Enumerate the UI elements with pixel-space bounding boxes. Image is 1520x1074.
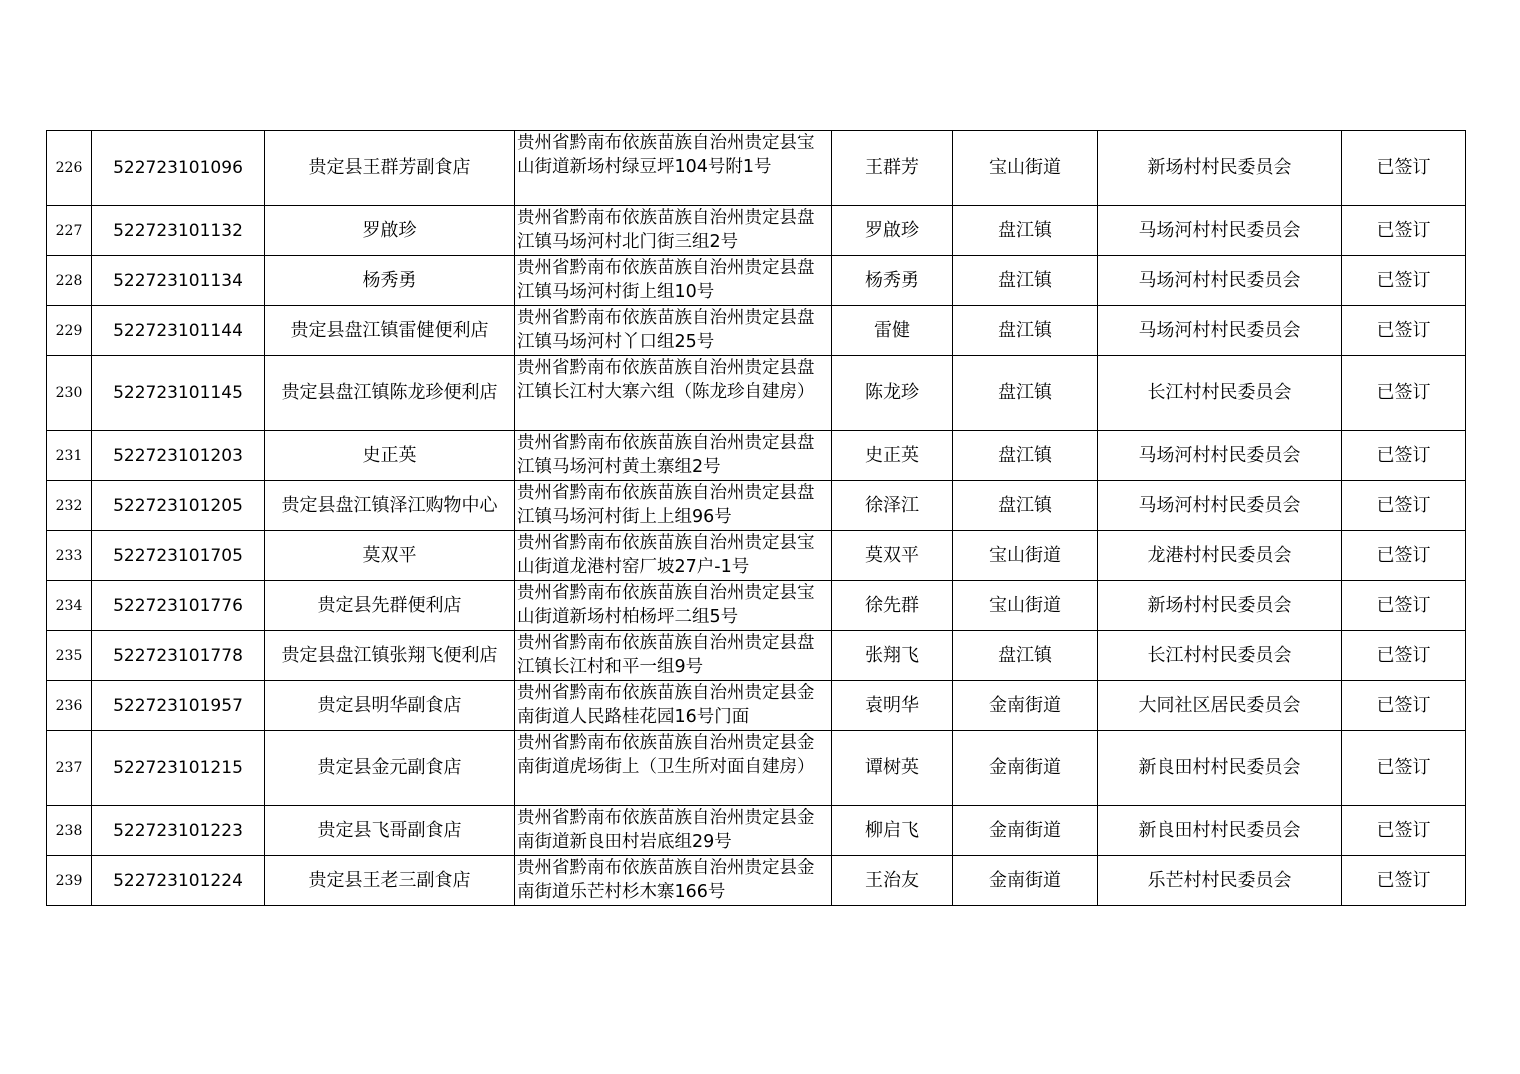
license-code: 522723101957 [92, 681, 265, 731]
table-row [47, 256, 1466, 306]
village-committee: 龙港村村民委员会 [1098, 531, 1342, 581]
row-number: 237 [47, 731, 92, 806]
township: 盘江镇 [953, 206, 1098, 256]
shop-name: 贵定县盘江镇雷健便利店 [265, 306, 515, 356]
township: 盘江镇 [953, 431, 1098, 481]
license-code: 522723101132 [92, 206, 265, 256]
owner-name: 柳启飞 [832, 806, 953, 856]
shop-name: 贵定县明华副食店 [265, 681, 515, 731]
shop-address: 贵州省黔南布依族苗族自治州贵定县金南街道虎场街上（卫生所对面自建房） [515, 731, 832, 806]
township: 盘江镇 [953, 256, 1098, 306]
owner-name: 王治友 [832, 856, 953, 906]
owner-name: 徐泽江 [832, 481, 953, 531]
license-code: 522723101145 [92, 356, 265, 431]
shop-name: 贵定县盘江镇泽江购物中心 [265, 481, 515, 531]
village-committee: 马场河村村民委员会 [1098, 431, 1342, 481]
row-number: 232 [47, 481, 92, 531]
table-row [47, 356, 1466, 431]
owner-name: 陈龙珍 [832, 356, 953, 431]
owner-name: 史正英 [832, 431, 953, 481]
sign-status: 已签订 [1342, 356, 1466, 431]
sign-status: 已签订 [1342, 306, 1466, 356]
township: 盘江镇 [953, 631, 1098, 681]
sign-status: 已签订 [1342, 256, 1466, 306]
license-code: 522723101203 [92, 431, 265, 481]
license-code: 522723101776 [92, 581, 265, 631]
township: 盘江镇 [953, 481, 1098, 531]
row-number: 235 [47, 631, 92, 681]
shop-name: 杨秀勇 [265, 256, 515, 306]
township: 金南街道 [953, 856, 1098, 906]
sign-status: 已签订 [1342, 631, 1466, 681]
shop-address: 贵州省黔南布依族苗族自治州贵定县宝山街道新场村柏杨坪二组5号 [515, 581, 832, 631]
owner-name: 袁明华 [832, 681, 953, 731]
sign-status: 已签订 [1342, 531, 1466, 581]
owner-name: 徐先群 [832, 581, 953, 631]
sign-status: 已签订 [1342, 856, 1466, 906]
retailer-table [46, 130, 1466, 906]
shop-name: 贵定县金元副食店 [265, 731, 515, 806]
table-row [47, 856, 1466, 906]
shop-name: 贵定县飞哥副食店 [265, 806, 515, 856]
shop-name: 莫双平 [265, 531, 515, 581]
row-number: 228 [47, 256, 92, 306]
shop-address: 贵州省黔南布依族苗族自治州贵定县宝山街道新场村绿豆坪104号附1号 [515, 131, 832, 206]
township: 金南街道 [953, 731, 1098, 806]
row-number: 230 [47, 356, 92, 431]
village-committee: 新场村村民委员会 [1098, 581, 1342, 631]
row-number: 233 [47, 531, 92, 581]
sign-status: 已签订 [1342, 806, 1466, 856]
shop-name: 罗啟珍 [265, 206, 515, 256]
village-committee: 长江村村民委员会 [1098, 631, 1342, 681]
township: 金南街道 [953, 806, 1098, 856]
license-code: 522723101096 [92, 131, 265, 206]
shop-name: 贵定县王群芳副食店 [265, 131, 515, 206]
shop-name: 贵定县王老三副食店 [265, 856, 515, 906]
village-committee: 马场河村村民委员会 [1098, 481, 1342, 531]
owner-name: 罗啟珍 [832, 206, 953, 256]
shop-address: 贵州省黔南布依族苗族自治州贵定县盘江镇马场河村街上上组96号 [515, 481, 832, 531]
owner-name: 谭树英 [832, 731, 953, 806]
table-row [47, 631, 1466, 681]
owner-name: 莫双平 [832, 531, 953, 581]
township: 宝山街道 [953, 131, 1098, 206]
village-committee: 新良田村村民委员会 [1098, 806, 1342, 856]
shop-address: 贵州省黔南布依族苗族自治州贵定县盘江镇长江村和平一组9号 [515, 631, 832, 681]
table-row [47, 306, 1466, 356]
owner-name: 杨秀勇 [832, 256, 953, 306]
sign-status: 已签订 [1342, 731, 1466, 806]
owner-name: 雷健 [832, 306, 953, 356]
shop-address: 贵州省黔南布依族苗族自治州贵定县金南街道人民路桂花园16号门面 [515, 681, 832, 731]
table-row [47, 431, 1466, 481]
table-row [47, 481, 1466, 531]
township: 盘江镇 [953, 306, 1098, 356]
sign-status: 已签订 [1342, 681, 1466, 731]
village-committee: 马场河村村民委员会 [1098, 256, 1342, 306]
township: 宝山街道 [953, 531, 1098, 581]
owner-name: 张翔飞 [832, 631, 953, 681]
license-code: 522723101144 [92, 306, 265, 356]
row-number: 226 [47, 131, 92, 206]
license-code: 522723101778 [92, 631, 265, 681]
table-row [47, 681, 1466, 731]
village-committee: 大同社区居民委员会 [1098, 681, 1342, 731]
shop-address: 贵州省黔南布依族苗族自治州贵定县金南街道新良田村岩底组29号 [515, 806, 832, 856]
shop-address: 贵州省黔南布依族苗族自治州贵定县盘江镇马场河村街上组10号 [515, 256, 832, 306]
row-number: 238 [47, 806, 92, 856]
license-code: 522723101215 [92, 731, 265, 806]
shop-name: 贵定县先群便利店 [265, 581, 515, 631]
village-committee: 马场河村村民委员会 [1098, 206, 1342, 256]
shop-address: 贵州省黔南布依族苗族自治州贵定县金南街道乐芒村杉木寨166号 [515, 856, 832, 906]
row-number: 227 [47, 206, 92, 256]
shop-address: 贵州省黔南布依族苗族自治州贵定县盘江镇长江村大寨六组（陈龙珍自建房） [515, 356, 832, 431]
table-row [47, 131, 1466, 206]
shop-address: 贵州省黔南布依族苗族自治州贵定县盘江镇马场河村丫口组25号 [515, 306, 832, 356]
table-body [47, 131, 1466, 906]
table-row [47, 581, 1466, 631]
license-code: 522723101134 [92, 256, 265, 306]
license-code: 522723101224 [92, 856, 265, 906]
sign-status: 已签订 [1342, 431, 1466, 481]
row-number: 236 [47, 681, 92, 731]
license-code: 522723101223 [92, 806, 265, 856]
village-committee: 新良田村村民委员会 [1098, 731, 1342, 806]
shop-name: 贵定县盘江镇陈龙珍便利店 [265, 356, 515, 431]
village-committee: 新场村村民委员会 [1098, 131, 1342, 206]
row-number: 234 [47, 581, 92, 631]
license-code: 522723101205 [92, 481, 265, 531]
row-number: 231 [47, 431, 92, 481]
township: 金南街道 [953, 681, 1098, 731]
table-row [47, 206, 1466, 256]
village-committee: 马场河村村民委员会 [1098, 306, 1342, 356]
village-committee: 乐芒村村民委员会 [1098, 856, 1342, 906]
table-row [47, 731, 1466, 806]
shop-address: 贵州省黔南布依族苗族自治州贵定县盘江镇马场河村黄土寨组2号 [515, 431, 832, 481]
village-committee: 长江村村民委员会 [1098, 356, 1342, 431]
shop-address: 贵州省黔南布依族苗族自治州贵定县盘江镇马场河村北门街三组2号 [515, 206, 832, 256]
sign-status: 已签订 [1342, 581, 1466, 631]
shop-address: 贵州省黔南布依族苗族自治州贵定县宝山街道龙港村窑厂坡27户-1号 [515, 531, 832, 581]
license-code: 522723101705 [92, 531, 265, 581]
township: 盘江镇 [953, 356, 1098, 431]
retailer-table-sheet [46, 130, 1465, 906]
sign-status: 已签订 [1342, 206, 1466, 256]
table-row [47, 531, 1466, 581]
sign-status: 已签订 [1342, 481, 1466, 531]
table-row [47, 806, 1466, 856]
sign-status: 已签订 [1342, 131, 1466, 206]
row-number: 239 [47, 856, 92, 906]
row-number: 229 [47, 306, 92, 356]
township: 宝山街道 [953, 581, 1098, 631]
owner-name: 王群芳 [832, 131, 953, 206]
shop-name: 史正英 [265, 431, 515, 481]
shop-name: 贵定县盘江镇张翔飞便利店 [265, 631, 515, 681]
